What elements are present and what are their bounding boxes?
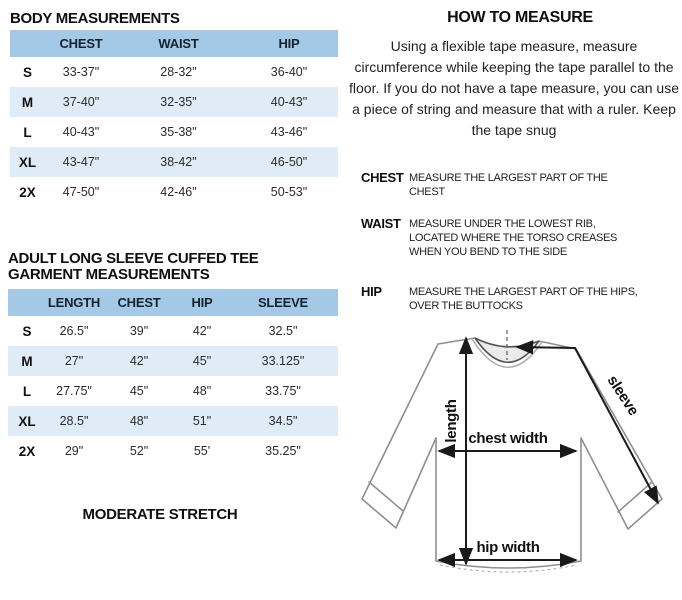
definition-term-hip: HIP xyxy=(361,284,382,299)
size-label: 2X xyxy=(19,184,36,200)
table-row xyxy=(10,147,338,177)
garment-measurements-title xyxy=(8,251,259,283)
cell: 33-37" xyxy=(62,65,100,79)
table-header-row xyxy=(10,30,338,57)
table-header-row xyxy=(8,289,338,316)
cell: 46-50" xyxy=(270,155,308,169)
cell: 40-43" xyxy=(270,95,308,109)
body-measurements-title: BODY MEASUREMENTS xyxy=(10,10,180,27)
definition-desc-hip: MEASURE THE LARGEST PART OF THE HIPS, OVER THE BUTTOCKS xyxy=(409,286,638,312)
length-label: length xyxy=(443,399,460,443)
size-label: 2X xyxy=(18,443,36,459)
cell: 48" xyxy=(192,384,212,398)
cell: 33.125" xyxy=(261,354,305,368)
cell: 45" xyxy=(192,354,212,368)
cell: 43-46" xyxy=(270,125,308,139)
chest-width-label: chest width xyxy=(468,430,548,447)
size-label: XL xyxy=(18,154,37,170)
garment-title-line1: ADULT LONG SLEEVE CUFFED TEE xyxy=(8,250,259,267)
body-measurements-table xyxy=(10,30,338,207)
cell: 45" xyxy=(129,384,149,398)
size-label: S xyxy=(22,64,32,80)
column-header: LENGTH xyxy=(46,289,102,316)
sleeve-label: sleeve xyxy=(603,372,642,419)
definition-term-waist: WAIST xyxy=(361,216,401,231)
definition-term-chest: CHEST xyxy=(361,170,404,185)
table-row xyxy=(10,87,338,117)
cell: 47-50" xyxy=(62,185,100,199)
how-to-measure-title: HOW TO MEASURE xyxy=(447,9,593,26)
column-header: HIP xyxy=(176,289,228,316)
table-row xyxy=(10,177,338,207)
cell: 27" xyxy=(64,354,84,368)
table-row xyxy=(8,316,338,346)
size-label: XL xyxy=(18,413,36,429)
table-row xyxy=(8,376,338,406)
definition-desc-chest: MEASURE THE LARGEST PART OF THE CHEST xyxy=(409,172,608,198)
hip-width-label: hip width xyxy=(476,539,540,556)
cell: 48" xyxy=(129,414,149,428)
column-header xyxy=(10,30,45,57)
cell: 52" xyxy=(129,444,149,458)
cell: 35.25" xyxy=(265,444,301,458)
cell: 33.75" xyxy=(265,384,301,398)
cell: 32-35" xyxy=(160,95,197,109)
size-label: M xyxy=(21,94,34,110)
cell: 42" xyxy=(129,354,149,368)
size-label: M xyxy=(21,353,33,369)
column-header: CHEST xyxy=(45,30,117,57)
cell: 29" xyxy=(64,444,84,458)
definition-desc-waist: MEASURE UNDER THE LOWEST RIB, LOCATED WHERE THE TORSO CREASES WHEN YOU BEND TO THE SIDE xyxy=(409,218,618,258)
shirt-measurement-diagram xyxy=(341,330,682,600)
cell: 51" xyxy=(192,414,212,428)
cell: 42" xyxy=(192,324,212,338)
column-header: CHEST xyxy=(102,289,176,316)
cell: 27.75" xyxy=(56,384,92,398)
cell: 26.5" xyxy=(59,324,89,338)
how-to-measure-intro: Using a flexible tape measure, measure circumference while keeping the tape parallel to the floor. If you do not have a tape measure, you can use a piece of string and measure that with a ruler. Keep the tape snug xyxy=(349,38,679,138)
column-header: HIP xyxy=(240,30,338,57)
table-row xyxy=(8,406,338,436)
cell: 36-40" xyxy=(270,65,308,79)
cell: 37-40" xyxy=(62,95,100,109)
cell: 28.5" xyxy=(59,414,89,428)
table-row xyxy=(10,57,338,87)
table-row xyxy=(10,117,338,147)
sleeve-arrow xyxy=(517,347,658,503)
size-label: L xyxy=(22,383,32,399)
stretch-note: MODERATE STRETCH xyxy=(82,506,238,523)
column-header: SLEEVE xyxy=(228,289,338,316)
column-header xyxy=(8,289,46,316)
size-label: L xyxy=(23,124,32,140)
cell: 43-47" xyxy=(62,155,100,169)
cell: 38-42" xyxy=(160,155,197,169)
cell: 55' xyxy=(193,444,211,458)
cell: 42-46" xyxy=(160,185,197,199)
cell: 39" xyxy=(129,324,149,338)
cell: 32.5" xyxy=(268,324,298,338)
cell: 40-43" xyxy=(62,125,100,139)
garment-measurements-table xyxy=(8,289,338,466)
cell: 35-38" xyxy=(160,125,197,139)
cell: 34.5" xyxy=(268,414,298,428)
column-header: WAIST xyxy=(117,30,240,57)
cell: 28-32" xyxy=(160,65,197,79)
size-label: S xyxy=(22,323,32,339)
table-row xyxy=(8,436,338,466)
garment-title-line2: GARMENT MEASUREMENTS xyxy=(8,266,210,283)
cell: 50-53" xyxy=(270,185,308,199)
table-row xyxy=(8,346,338,376)
